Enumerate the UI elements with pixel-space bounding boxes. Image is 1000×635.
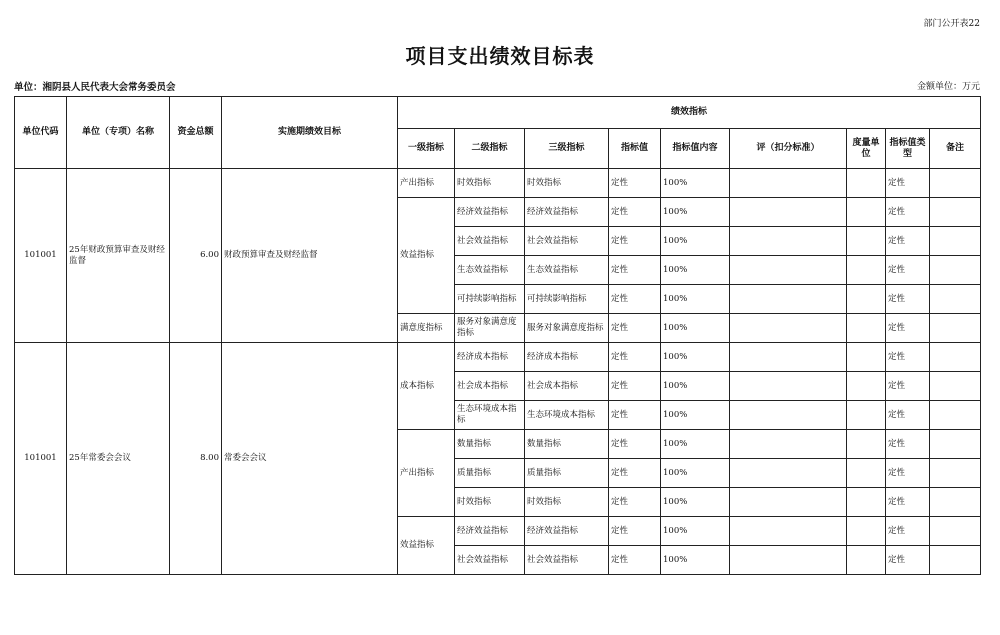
- scoring-cell: [730, 285, 847, 314]
- measure-unit-cell: [847, 169, 886, 198]
- measure-unit-cell: [847, 517, 886, 546]
- remark-cell: [930, 256, 981, 285]
- level2-cell: 生态效益指标: [455, 256, 525, 285]
- measure-unit-cell: [847, 459, 886, 488]
- measure-unit-cell: [847, 227, 886, 256]
- level2-cell: 社会效益指标: [455, 546, 525, 575]
- value-cell: 定性: [609, 169, 661, 198]
- value-type-cell: 定性: [886, 372, 930, 401]
- level2-cell: 社会效益指标: [455, 227, 525, 256]
- value-cell: 定性: [609, 372, 661, 401]
- value-type-cell: 定性: [886, 314, 930, 343]
- level3-cell: 生态效益指标: [525, 256, 609, 285]
- value-content-cell: 100%: [661, 372, 730, 401]
- goal-cell: 财政预算审查及财经监督: [222, 169, 398, 343]
- amount-unit: 金额单位：万元: [916, 82, 980, 92]
- level3-cell: 时效指标: [525, 488, 609, 517]
- header-value-type: 指标值类型: [886, 129, 930, 169]
- project-name-cell: 25年财政预算审查及财经监督: [67, 169, 170, 343]
- level2-cell: 质量指标: [455, 459, 525, 488]
- value-content-cell: 100%: [661, 227, 730, 256]
- scoring-cell: [730, 256, 847, 285]
- level2-cell: 时效指标: [455, 488, 525, 517]
- value-content-cell: 100%: [661, 488, 730, 517]
- measure-unit-cell: [847, 488, 886, 517]
- level2-cell: 经济效益指标: [455, 517, 525, 546]
- header-value: 指标值: [609, 129, 661, 169]
- value-type-cell: 定性: [886, 256, 930, 285]
- value-cell: 定性: [609, 198, 661, 227]
- level3-cell: 社会效益指标: [525, 546, 609, 575]
- value-content-cell: 100%: [661, 459, 730, 488]
- value-content-cell: 100%: [661, 401, 730, 430]
- value-cell: 定性: [609, 285, 661, 314]
- measure-unit-cell: [847, 343, 886, 372]
- value-cell: 定性: [609, 488, 661, 517]
- level2-cell: 经济效益指标: [455, 198, 525, 227]
- value-content-cell: 100%: [661, 430, 730, 459]
- remark-cell: [930, 169, 981, 198]
- header-remark: 备注: [930, 129, 981, 169]
- header-goal: 实施期绩效目标: [222, 97, 398, 169]
- measure-unit-cell: [847, 430, 886, 459]
- form-number: 部门公开表22: [923, 19, 980, 29]
- value-type-cell: 定性: [886, 488, 930, 517]
- scoring-cell: [730, 372, 847, 401]
- header-project-name: 单位（专项）名称: [67, 97, 170, 169]
- value-type-cell: 定性: [886, 227, 930, 256]
- header-total-funds: 资金总额: [170, 97, 222, 169]
- scoring-cell: [730, 343, 847, 372]
- header-level3: 三级指标: [525, 129, 609, 169]
- performance-table: [14, 96, 981, 575]
- header-scoring: 评（扣分标准）: [730, 129, 847, 169]
- header-measure-unit: 度量单位: [847, 129, 886, 169]
- value-content-cell: 100%: [661, 198, 730, 227]
- value-cell: 定性: [609, 401, 661, 430]
- level2-cell: 可持续影响指标: [455, 285, 525, 314]
- level2-cell: 经济成本指标: [455, 343, 525, 372]
- header-perf-indicators: 绩效指标: [398, 97, 981, 129]
- level3-cell: 可持续影响指标: [525, 285, 609, 314]
- scoring-cell: [730, 459, 847, 488]
- scoring-cell: [730, 169, 847, 198]
- table-row: [15, 169, 981, 198]
- level3-cell: 时效指标: [525, 169, 609, 198]
- scoring-cell: [730, 227, 847, 256]
- remark-cell: [930, 227, 981, 256]
- level2-cell: 生态环境成本指标: [455, 401, 525, 430]
- value-content-cell: 100%: [661, 256, 730, 285]
- level1-cell: 效益指标: [398, 517, 455, 575]
- remark-cell: [930, 285, 981, 314]
- value-type-cell: 定性: [886, 198, 930, 227]
- level3-cell: 经济效益指标: [525, 198, 609, 227]
- level3-cell: 社会成本指标: [525, 372, 609, 401]
- unit-code-cell: 101001: [15, 169, 67, 343]
- value-cell: 定性: [609, 517, 661, 546]
- measure-unit-cell: [847, 401, 886, 430]
- goal-cell: 常委会会议: [222, 343, 398, 575]
- level2-cell: 服务对象满意度指标: [455, 314, 525, 343]
- table-row: [15, 343, 981, 372]
- value-type-cell: 定性: [886, 169, 930, 198]
- value-type-cell: 定性: [886, 546, 930, 575]
- scoring-cell: [730, 488, 847, 517]
- value-content-cell: 100%: [661, 169, 730, 198]
- measure-unit-cell: [847, 285, 886, 314]
- value-cell: 定性: [609, 459, 661, 488]
- remark-cell: [930, 430, 981, 459]
- level3-cell: 生态环境成本指标: [525, 401, 609, 430]
- value-type-cell: 定性: [886, 343, 930, 372]
- level1-cell: 成本指标: [398, 343, 455, 430]
- remark-cell: [930, 517, 981, 546]
- scoring-cell: [730, 198, 847, 227]
- project-name-cell: 25年常委会会议: [67, 343, 170, 575]
- level3-cell: 数量指标: [525, 430, 609, 459]
- level3-cell: 质量指标: [525, 459, 609, 488]
- value-cell: 定性: [609, 546, 661, 575]
- level1-cell: 产出指标: [398, 430, 455, 517]
- header-unit-code: 单位代码: [15, 97, 67, 169]
- scoring-cell: [730, 314, 847, 343]
- remark-cell: [930, 314, 981, 343]
- level1-cell: 效益指标: [398, 198, 455, 314]
- value-content-cell: 100%: [661, 546, 730, 575]
- remark-cell: [930, 546, 981, 575]
- value-type-cell: 定性: [886, 285, 930, 314]
- scoring-cell: [730, 430, 847, 459]
- measure-unit-cell: [847, 198, 886, 227]
- unit-label: 单位：湘阴县人民代表大会常务委员会: [14, 82, 176, 93]
- value-cell: 定性: [609, 314, 661, 343]
- remark-cell: [930, 459, 981, 488]
- measure-unit-cell: [847, 256, 886, 285]
- header-level2: 二级指标: [455, 129, 525, 169]
- level1-cell: 满意度指标: [398, 314, 455, 343]
- remark-cell: [930, 488, 981, 517]
- value-type-cell: 定性: [886, 459, 930, 488]
- value-cell: 定性: [609, 256, 661, 285]
- unit-code-cell: 101001: [15, 343, 67, 575]
- value-content-cell: 100%: [661, 343, 730, 372]
- total-funds-cell: 6.00: [170, 169, 222, 343]
- value-type-cell: 定性: [886, 517, 930, 546]
- level3-cell: 经济成本指标: [525, 343, 609, 372]
- value-content-cell: 100%: [661, 314, 730, 343]
- value-cell: 定性: [609, 343, 661, 372]
- value-content-cell: 100%: [661, 517, 730, 546]
- level3-cell: 社会效益指标: [525, 227, 609, 256]
- page-title: 项目支出绩效目标表: [405, 44, 595, 68]
- level2-cell: 时效指标: [455, 169, 525, 198]
- measure-unit-cell: [847, 372, 886, 401]
- value-type-cell: 定性: [886, 401, 930, 430]
- scoring-cell: [730, 517, 847, 546]
- remark-cell: [930, 198, 981, 227]
- level1-cell: 产出指标: [398, 169, 455, 198]
- header-level1: 一级指标: [398, 129, 455, 169]
- level3-cell: 服务对象满意度指标: [525, 314, 609, 343]
- value-cell: 定性: [609, 227, 661, 256]
- header-value-content: 指标值内容: [661, 129, 730, 169]
- value-type-cell: 定性: [886, 430, 930, 459]
- remark-cell: [930, 372, 981, 401]
- measure-unit-cell: [847, 314, 886, 343]
- level2-cell: 社会成本指标: [455, 372, 525, 401]
- level3-cell: 经济效益指标: [525, 517, 609, 546]
- value-content-cell: 100%: [661, 285, 730, 314]
- remark-cell: [930, 343, 981, 372]
- scoring-cell: [730, 401, 847, 430]
- value-cell: 定性: [609, 430, 661, 459]
- total-funds-cell: 8.00: [170, 343, 222, 575]
- level2-cell: 数量指标: [455, 430, 525, 459]
- scoring-cell: [730, 546, 847, 575]
- remark-cell: [930, 401, 981, 430]
- measure-unit-cell: [847, 546, 886, 575]
